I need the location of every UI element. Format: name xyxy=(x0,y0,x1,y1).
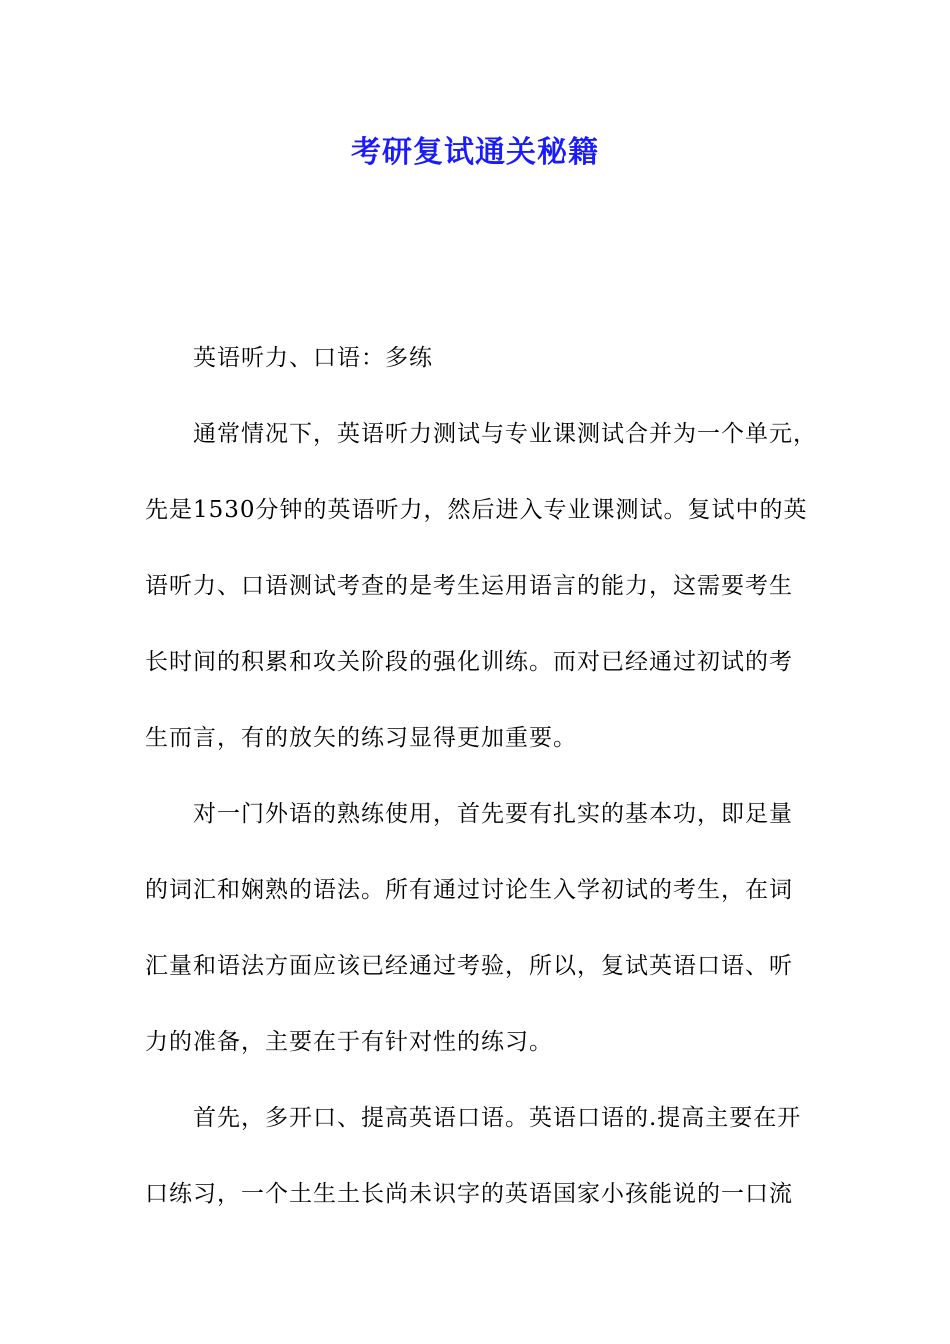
paragraph-line: 汇量和语法方面应该已经通过考验，所以，复试英语口语、听 xyxy=(145,953,793,979)
paragraph-line: 生而言，有的放矢的练习显得更加重要。 xyxy=(145,725,577,751)
paragraph-line: 语听力、口语测试考查的是考生运用语言的能力，这需要考生 xyxy=(145,573,793,599)
paragraph-line: 通常情况下，英语听力测试与专业课测试合并为一个单元， xyxy=(193,421,817,447)
paragraph-line: 口练习，一个土生土长尚未识字的英语国家小孩能说的一口流 xyxy=(145,1181,793,1207)
paragraph-line: 先是1530分钟的英语听力，然后进入专业课测试。复试中的英 xyxy=(145,497,808,523)
paragraph-line: 对一门外语的熟练使用，首先要有扎实的基本功，即足量 xyxy=(193,801,793,827)
paragraph-line: 的词汇和娴熟的语法。所有通过讨论生入学初试的考生，在词 xyxy=(145,877,793,903)
paragraph-line: 力的准备，主要在于有针对性的练习。 xyxy=(145,1029,553,1055)
paragraph-line: 长时间的积累和攻关阶段的强化训练。而对已经通过初试的考 xyxy=(145,649,793,675)
paragraph-line: 首先，多开口、提高英语口语。英语口语的.提高主要在开 xyxy=(193,1105,802,1131)
section-heading: 英语听力、口语：多练 xyxy=(193,345,433,371)
document-title: 考研复试通关秘籍 xyxy=(351,135,599,170)
